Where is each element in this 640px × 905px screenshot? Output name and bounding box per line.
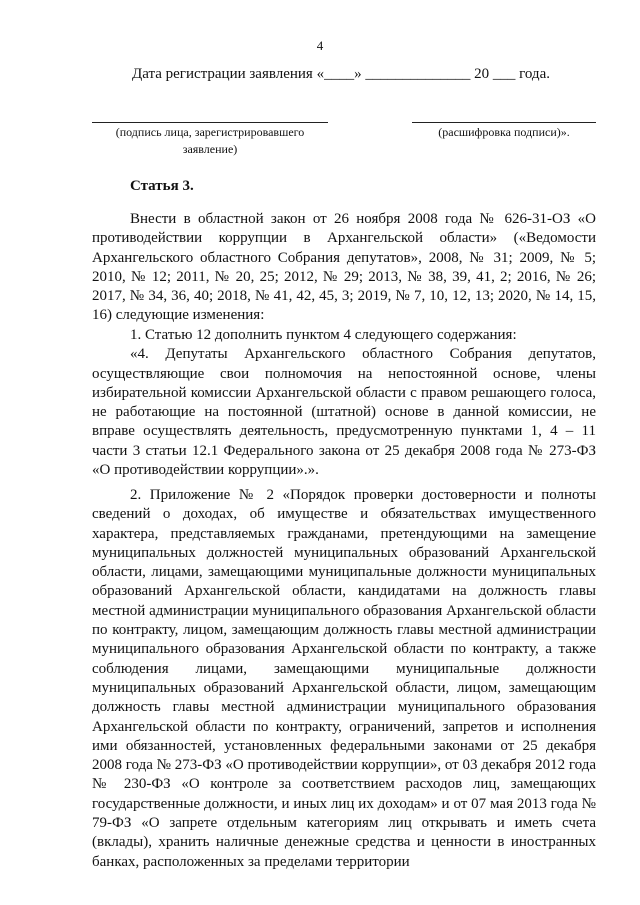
signature-caption-right: (расшифровка подписи)».: [438, 125, 570, 139]
item1-quote-paragraph: «4. Депутаты Архангельского областного Собрания депутатов, осуществляющие свои полномочия на непостоянной основе, члены избирательной комиссии Архангельской области с правом решающего голоса, не работающие на постоянной (штатной) основе в данной комиссии, не вправе осуществлять деятельность, предусмотренную пунктами 1, 4 – 11 части 3 статьи 12.1 Федерального закона от 25 декабря 2008 года № 273-ФЗ «О противодействии коррупции».».: [92, 346, 596, 479]
registration-date-line: Дата регистрации заявления «____» ______________ 20 ___ года.: [132, 66, 550, 82]
item1-paragraph: 1. Статью 12 дополнить пунктом 4 следующего содержания:: [130, 327, 517, 343]
signature-rule-left: [92, 122, 328, 123]
item2-block: [92, 486, 596, 872]
page-number: 4: [316, 38, 324, 53]
signature-caption-left: (подпись лица, зарегистрировавшего заявление): [115, 125, 305, 156]
item1-block: [92, 326, 596, 480]
intro-paragraph: Внести в областной закон от 26 ноября 2008 года № 626-31-ОЗ «О противодействии коррупции в Архангельской области» («Ведомости Архангельского областного Собрания депутатов», 2008, № 31; 2009, № 5; 2010, № 12; 2011, № 20, 25; 2012, № 29; 2013, № 38, 39, 41, 2; 2016, № 26; 2017, № 34, 36, 40; 2018, № 41, 42, 45, 3; 2019, № 7, 10, 12, 13; 2020, № 14, 15, 16) следующие изменения:: [92, 211, 596, 324]
signature-rule-right: [412, 122, 596, 123]
article-heading: Статья 3.: [130, 178, 194, 194]
item2-paragraph: 2. Приложение № 2 «Порядок проверки достоверности и полноты сведений о доходах, об имуществе и обязательствах имущественного характера, представляемых гражданами, претендующими на замещение муниципальных должностей муниципальных образований Архангельской области, лицами, замещающими муниципальные должности муниципальных образований Архангельской области, кандидатами на должность главы местной администрации муниципального образования Архангельской области по контракту, лицом, замещающим должность главы местной администрации муниципального образования Архангельской области по контракту, а также соблюдения лицами, замещающими муниципальные должности муниципальных образований Архангельской области, лицом, замещающим должность главы местной администрации муниципального образования Архангельской области по контракту, ограничений, запретов и исполнения ими обязанностей, установленных федеральными законами от 25 декабря 2008 года № 273-ФЗ «О противодействии коррупции», от 03 декабря 2012 года № 230-ФЗ «О контроле за соответствием расходов лиц, замещающих государственные должности, и иных лиц их доходам» и от 07 мая 2013 года № 79-ФЗ «О запрете отдельным категориям лиц открывать и иметь счета (вклады), хранить наличные денежные средства и ценности в иностранных банках, расположенных за пределами территории: [92, 487, 596, 870]
intro-block: [92, 210, 596, 326]
